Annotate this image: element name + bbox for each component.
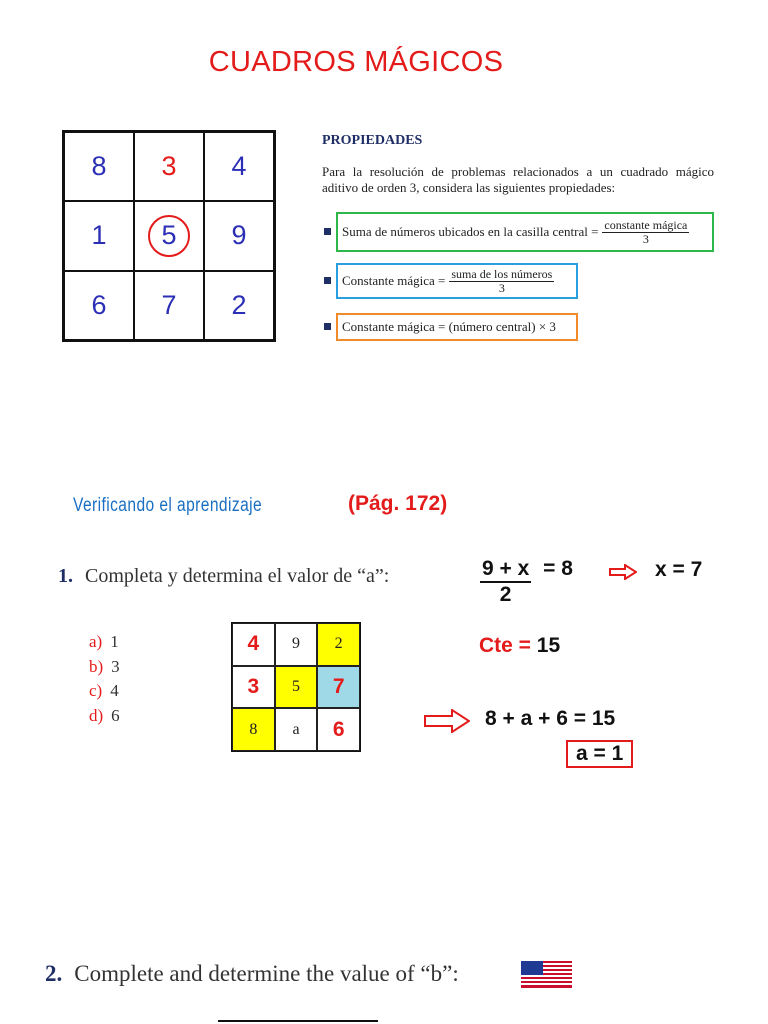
work-fraction-denominator: 2 bbox=[499, 583, 512, 606]
fraction-numerator: suma de los números bbox=[451, 266, 553, 281]
fraction-numerator: constante mágica bbox=[604, 217, 688, 232]
grid-cell: 7 bbox=[317, 666, 360, 709]
magic-square-cell: 7 bbox=[134, 271, 204, 340]
grid-cell: 5 bbox=[275, 666, 318, 709]
magic-square-center-cell bbox=[134, 201, 204, 270]
x-result: x = 7 bbox=[655, 558, 703, 581]
grid-cell: 8 bbox=[232, 708, 275, 751]
problem-text: Complete and determine the value of “b”: bbox=[74, 961, 459, 986]
magic-square-grid bbox=[62, 130, 276, 342]
arrow-right-icon bbox=[424, 709, 470, 733]
property-box-constant bbox=[336, 263, 578, 299]
bullet-icon bbox=[324, 228, 331, 235]
magic-square-cell: 8 bbox=[64, 132, 134, 201]
magic-square-cell: 9 bbox=[204, 201, 274, 270]
magic-square-cell: 2 bbox=[204, 271, 274, 340]
page-reference: (Pág. 172) bbox=[348, 492, 448, 515]
constant-line bbox=[479, 634, 560, 658]
option-item: c) 4 bbox=[89, 681, 119, 700]
arrow-right-icon bbox=[609, 564, 637, 580]
divider-line bbox=[218, 1020, 378, 1022]
section-title: Verificando el aprendizaje bbox=[73, 495, 263, 516]
property-text: Suma de números ubicados en la casilla central = bbox=[342, 224, 599, 239]
grid-cell: 6 bbox=[317, 708, 360, 751]
property-fraction bbox=[602, 219, 689, 246]
bullet-icon bbox=[324, 277, 331, 284]
work-fraction-numerator: 9 + x bbox=[480, 557, 531, 583]
problem-text: Completa y determina el valor de “a”: bbox=[85, 565, 390, 587]
magic-square-cell: 6 bbox=[64, 271, 134, 340]
options-list bbox=[89, 630, 120, 728]
magic-square-cell: 3 bbox=[134, 132, 204, 201]
grid-cell: 3 bbox=[232, 666, 275, 709]
problem-2-statement bbox=[45, 961, 459, 987]
grid-cell-unknown: a bbox=[275, 708, 318, 751]
grid-cell: 4 bbox=[232, 623, 275, 666]
property-box-central bbox=[336, 212, 714, 252]
sum-equation: 8 + a + 6 = 15 bbox=[485, 707, 616, 730]
page-title: CUADROS MÁGICOS bbox=[208, 46, 504, 78]
fraction-denominator: 3 bbox=[642, 231, 649, 246]
problem-grid bbox=[231, 622, 361, 752]
option-item: b) 3 bbox=[89, 656, 120, 676]
work-equals: = 8 bbox=[543, 557, 573, 580]
center-number: 5 bbox=[161, 220, 177, 251]
fraction-equation bbox=[480, 557, 573, 607]
magic-square-cell: 1 bbox=[64, 201, 134, 270]
magic-square-cell: 4 bbox=[204, 132, 274, 201]
problem-1-statement bbox=[58, 565, 389, 588]
option-item: a) 1 bbox=[89, 632, 119, 651]
properties-heading: PROPIEDADES bbox=[322, 133, 423, 148]
constant-label: Cte = bbox=[479, 634, 531, 657]
option-item: d) 6 bbox=[89, 705, 120, 725]
property-fraction bbox=[449, 268, 554, 295]
property-box-central-times-3 bbox=[336, 313, 578, 341]
fraction-denominator: 3 bbox=[498, 280, 505, 295]
properties-intro: Para la resolución de problemas relacionados a un cuadrado mágico aditivo de orden 3, considera las siguientes propiedades: bbox=[322, 164, 714, 195]
problem-number: 1. bbox=[58, 565, 73, 587]
property-text: Constante mágica = bbox=[342, 273, 446, 288]
problem-number: 2. bbox=[45, 961, 63, 986]
constant-value: 15 bbox=[536, 634, 561, 657]
grid-cell: 9 bbox=[275, 623, 318, 666]
grid-cell: 2 bbox=[317, 623, 360, 666]
bullet-icon bbox=[324, 323, 331, 330]
answer-box: a = 1 bbox=[566, 740, 633, 768]
center-circle bbox=[148, 215, 190, 257]
property-text: Constante mágica = (número central) × 3 bbox=[342, 319, 556, 334]
us-flag-icon bbox=[521, 961, 572, 988]
